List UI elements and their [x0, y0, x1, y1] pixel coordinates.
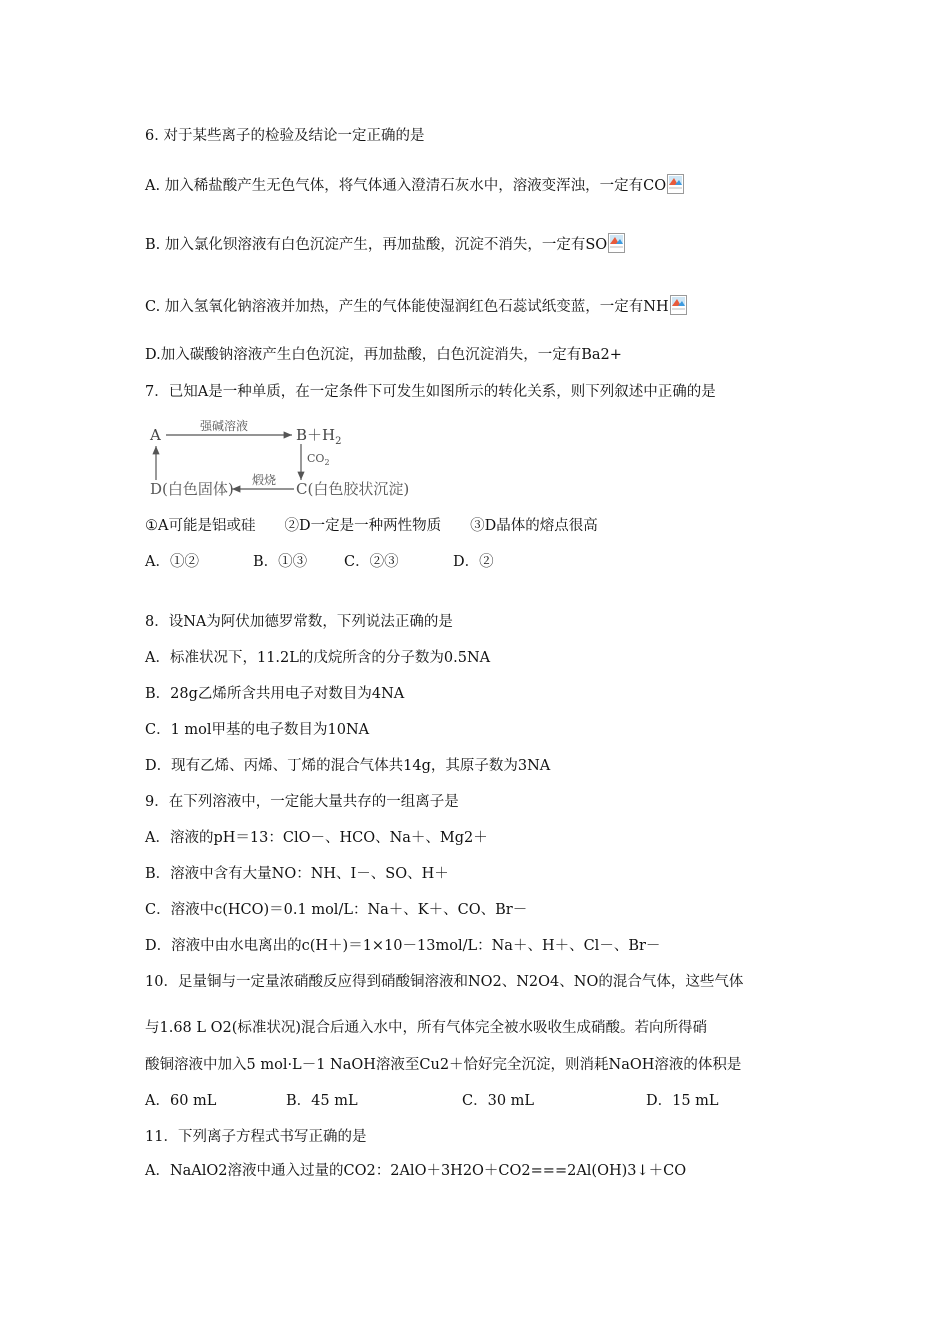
- q6-option-b: [145, 233, 625, 255]
- q6-option-a-text: A. 加入稀盐酸产生无色气体，将气体通入澄清石灰水中，溶液变浑浊，一定有CO: [145, 178, 667, 194]
- q8-option-c: C．1 mol甲基的电子数目为10NA: [145, 722, 370, 738]
- q6-option-b-text: B. 加入氯化钡溶液有白色沉淀产生，再加盐酸，沉淀不消失，一定有SO: [145, 237, 608, 253]
- q8-option-d: D．现有乙烯、丙烯、丁烯的混合气体共14g，其原子数为3NA: [145, 758, 551, 774]
- broken-image-icon: [667, 174, 684, 194]
- node-c: C(白色胶状沉淀): [296, 480, 410, 498]
- q9-option-d: D．溶液中由水电离出的c(H＋)＝1×10－13mol/L：Na＋、H＋、Cl－、Br－: [145, 938, 661, 954]
- q6-option-d: D.加入碳酸钠溶液产生白色沉淀，再加盐酸，白色沉淀消失，一定有Ba2+: [145, 347, 622, 363]
- broken-image-icon: [670, 295, 687, 315]
- q7-choice-c: C．②③: [344, 554, 399, 570]
- q10-line-3: 酸铜溶液中加入5 mol·L－1 NaOH溶液至Cu2＋恰好完全沉淀，则消耗NaOH溶液的体积是: [145, 1057, 742, 1073]
- q9-stem: 9．在下列溶液中，一定能大量共存的一组离子是: [145, 794, 459, 810]
- q6-option-a: [145, 174, 684, 196]
- q6-option-c: [145, 295, 687, 317]
- q10-choice-c: C．30 mL: [462, 1093, 535, 1109]
- q10-line-1: 10．足量铜与一定量浓硝酸反应得到硝酸铜溶液和NO2、N2O4、NO的混合气体，这些气体: [145, 974, 744, 990]
- q7-stem: 7．已知A是一种单质，在一定条件下可发生如图所示的转化关系，则下列叙述中正确的是: [145, 384, 716, 400]
- q9-option-c: C．溶液中c(HCO)＝0.1 mol/L：Na＋、K＋、CO、Br－: [145, 902, 528, 918]
- q7-choice-b: B．①③: [253, 554, 308, 570]
- q8-option-a: A．标准状况下，11.2L的戊烷所含的分子数为0.5NA: [145, 650, 491, 666]
- q10-choice-b: B．45 mL: [286, 1093, 358, 1109]
- q6-option-c-text: C. 加入氢氧化钠溶液并加热，产生的气体能使湿润红色石蕊试纸变蓝，一定有NH: [145, 299, 669, 315]
- q9-option-a: A．溶液的pH＝13：ClO－、HCO、Na＋、Mg2＋: [145, 830, 488, 846]
- q8-option-b: B．28g乙烯所含共用电子对数目为4NA: [145, 686, 405, 702]
- q10-choice-d: D．15 mL: [646, 1093, 719, 1109]
- q10-choice-a: A．60 mL: [145, 1093, 217, 1109]
- q11-stem: 11．下列离子方程式书写正确的是: [145, 1129, 367, 1145]
- node-b: $B+H_2$: [296, 426, 342, 447]
- arrow-a-b-label: 强碱溶液: [200, 419, 249, 433]
- q6-stem: 6. 对于某些离子的检验及结论一定正确的是: [145, 128, 425, 144]
- q7-conversion-diagram: [148, 418, 438, 500]
- node-a: A: [150, 426, 161, 444]
- q11-option-a: A．NaAlO2溶液中通入过量的CO2：2AlO＋3H2O＋CO2===2Al(OH)3↓＋CO: [145, 1163, 687, 1179]
- q7-choice-a: A．①②: [145, 554, 199, 570]
- q9-option-b: B．溶液中含有大量NO：NH、I－、SO、H＋: [145, 866, 449, 882]
- q7-statements: ①A可能是铝或硅 ②D一定是一种两性物质 ③D晶体的熔点很高: [145, 518, 598, 534]
- broken-image-icon: [608, 233, 625, 253]
- arrow-b-c-label: $CO_2$: [307, 452, 330, 467]
- q10-line-2: 与1.68 L O2(标准状况)混合后通入水中，所有气体完全被水吸收生成硝酸。若向所得硝: [145, 1020, 708, 1036]
- arrow-c-d-label: 煅烧: [252, 473, 277, 487]
- q7-choice-d: D．②: [453, 554, 494, 570]
- node-d: D(白色固体): [150, 480, 234, 498]
- q8-stem: 8．设NA为阿伏加德罗常数，下列说法正确的是: [145, 614, 453, 630]
